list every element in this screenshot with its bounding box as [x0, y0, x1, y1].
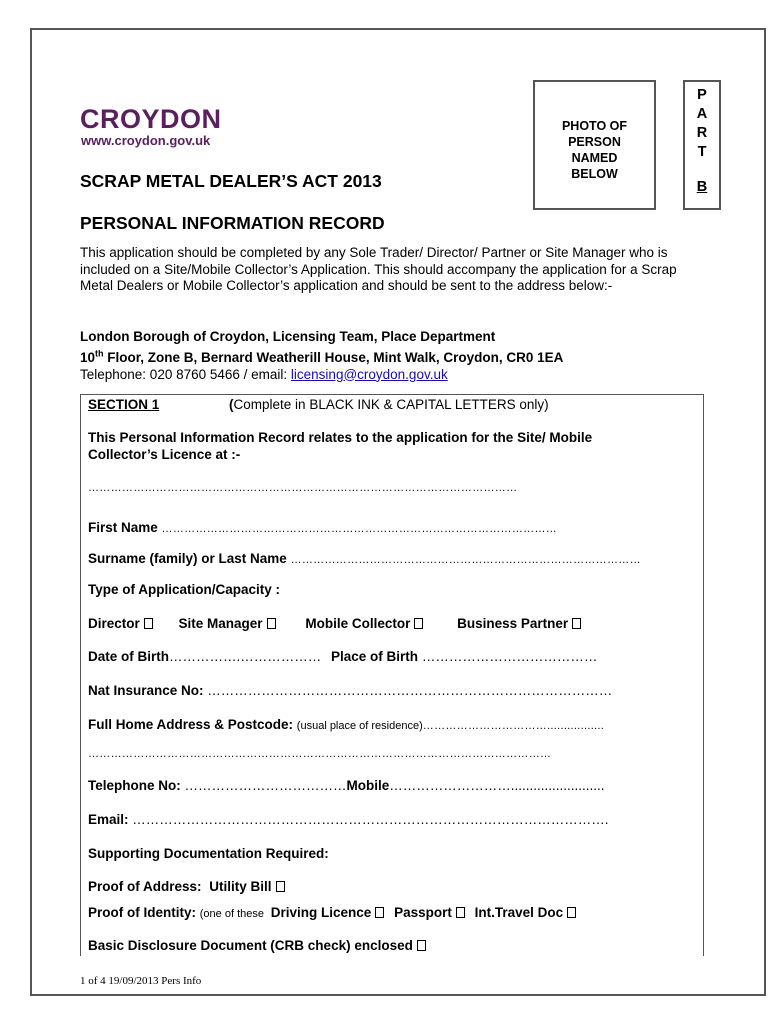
mobile-label: Mobile	[346, 778, 390, 793]
proof-address-label: Proof of Address:	[88, 879, 202, 894]
telephone-row	[88, 778, 605, 793]
disclosure-row	[88, 938, 426, 953]
capacity-business-partner-label: Business Partner	[457, 616, 569, 631]
telephone-label: Telephone No:	[88, 778, 181, 793]
address-line-2: 10th Floor, Zone B, Bernard Weatherill House, Mint Walk, Croydon, CR0 1EA	[80, 348, 564, 365]
surname-row	[88, 551, 641, 566]
telephone-field[interactable]: ………………………………	[184, 778, 347, 793]
driving-licence-label: Driving Licence	[270, 905, 372, 920]
utility-bill-label: Utility Bill	[209, 879, 272, 894]
section-1-box	[80, 394, 704, 956]
proof-identity-row	[88, 905, 576, 920]
site-manager-checkbox[interactable]	[267, 618, 276, 629]
relates-line-2: Collector’s Licence at :-	[88, 447, 241, 462]
dob-field[interactable]: …………….………………	[169, 649, 322, 664]
part-letter-t: T	[697, 144, 707, 160]
capacity-site-manager-label: Site Manager	[178, 616, 263, 631]
part-letter-r: R	[696, 125, 708, 141]
business-partner-checkbox[interactable]	[572, 618, 581, 629]
first-name-row	[88, 520, 557, 535]
surname-field[interactable]: …………………………………………………………………………………	[290, 554, 641, 566]
relates-line-1: This Personal Information Record relates to the application for the Site/ Mobile	[88, 430, 593, 445]
address-block	[80, 328, 563, 383]
passport-checkbox[interactable]	[456, 907, 465, 918]
travel-doc-label: Int.Travel Doc	[474, 905, 564, 920]
home-address-label: Full Home Address & Postcode:	[88, 717, 294, 732]
part-letter-p: P	[697, 87, 707, 103]
mobile-field[interactable]: ……………………….........................	[389, 778, 605, 793]
surname-label: Surname (family) or Last Name	[88, 551, 287, 566]
first-name-label: First Name	[88, 520, 158, 535]
home-address-note: (usual place of residence)	[296, 720, 423, 732]
disclosure-label: Basic Disclosure Document (CRB check) enclosed	[88, 938, 413, 953]
capacity-mobile-collector-label: Mobile Collector	[305, 616, 411, 631]
telephone-line: Telephone: 020 8760 5466 / email:	[80, 366, 291, 382]
home-address-field[interactable]: …………………………….................	[422, 720, 605, 732]
email-link[interactable]: licensing@croydon.gov.uk	[290, 366, 448, 382]
utility-bill-checkbox[interactable]	[276, 881, 285, 892]
mobile-collector-checkbox[interactable]	[414, 618, 423, 629]
act-title: SCRAP METAL DEALER’S ACT 2013	[80, 171, 382, 191]
ni-row	[88, 683, 612, 698]
home-address-field-2[interactable]: ……………………………………………………………………………………………………………	[88, 748, 552, 760]
type-label: Type of Application/Capacity :	[88, 582, 281, 597]
dob-label: Date of Birth	[88, 649, 169, 664]
capacity-director-label: Director	[88, 616, 140, 631]
travel-doc-checkbox[interactable]	[567, 907, 576, 918]
email-field[interactable]: …………………………………………………………………………………………….	[132, 812, 609, 827]
ni-label: Nat Insurance No:	[88, 683, 204, 698]
section-instruction: Complete in BLACK INK & CAPITAL LETTERS only)	[233, 397, 549, 412]
section-instruction-paren: (	[229, 397, 234, 412]
croydon-logo: CROYDON	[80, 104, 222, 134]
address-row	[88, 717, 604, 732]
director-checkbox[interactable]	[144, 618, 153, 629]
driving-licence-checkbox[interactable]	[375, 907, 384, 918]
croydon-url: www.croydon.gov.uk	[81, 133, 211, 148]
passport-label: Passport	[394, 905, 452, 920]
part-id: B	[696, 179, 708, 195]
proof-address-row	[88, 879, 285, 894]
capacity-row	[88, 616, 581, 631]
part-box	[683, 80, 721, 210]
proof-identity-label: Proof of Identity:	[88, 905, 196, 920]
part-letter-a: A	[696, 106, 708, 122]
section-title: SECTION 1	[88, 397, 160, 412]
disclosure-checkbox[interactable]	[417, 940, 426, 951]
section-header	[88, 397, 549, 412]
pob-field[interactable]: …………………………………	[421, 649, 598, 664]
birth-row	[88, 649, 597, 664]
identity-note: (one of these	[199, 908, 264, 920]
address-line-1: London Borough of Croydon, Licensing Team, Place Department	[80, 329, 496, 344]
page-footer: 1 of 4 19/09/2013 Pers Info	[80, 975, 202, 987]
photo-box-label: PHOTO OF PERSON NAMED BELOW	[561, 119, 628, 181]
licence-address-field[interactable]: ……………………………………………………………………………………………………	[88, 482, 518, 494]
photo-box[interactable]	[533, 80, 656, 210]
pob-label: Place of Birth	[331, 649, 419, 664]
email-label: Email:	[88, 812, 129, 827]
record-title: PERSONAL INFORMATION RECORD	[80, 213, 385, 233]
intro-text: This application should be completed by any Sole Trader/ Director/ Partner or Site Manager who is included on a Site/Mobile Collector’s Application. This should accompany the application for a Scrap Metal Dealers or Mobile Collector’s application and should be sent to the address below:-	[80, 245, 677, 293]
email-row	[88, 812, 609, 827]
first-name-field[interactable]: ……………………………………………………………………………………………	[161, 523, 558, 535]
ni-field[interactable]: ………………………………………………………………………………	[207, 683, 613, 698]
supporting-label: Supporting Documentation Required:	[88, 846, 329, 861]
